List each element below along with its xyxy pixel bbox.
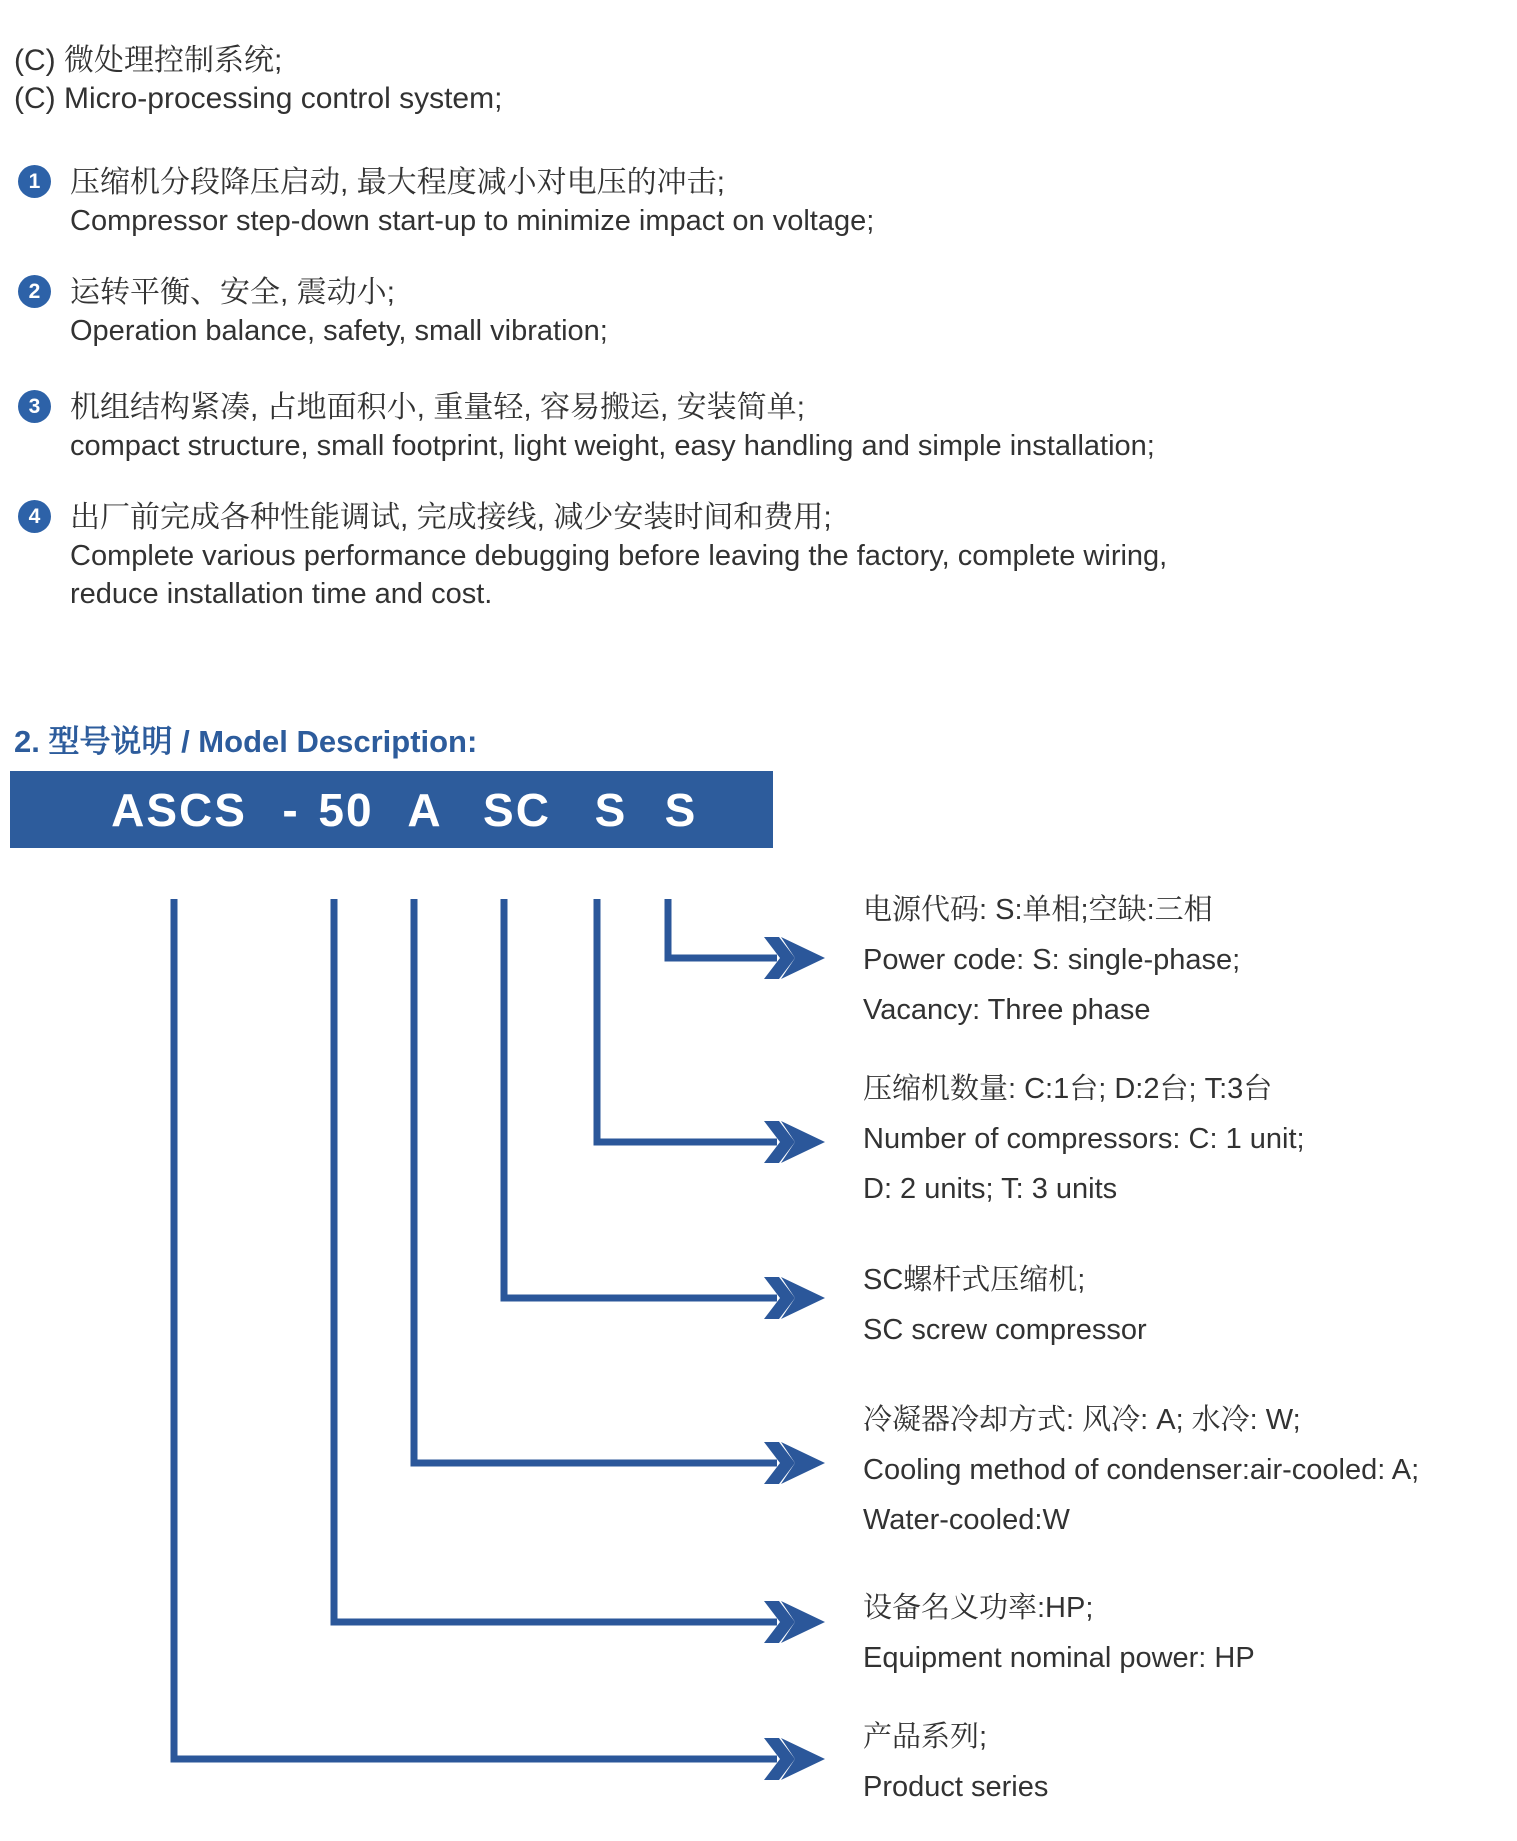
connector-line — [334, 899, 777, 1622]
connector-line — [668, 899, 777, 958]
model-code-segment: 50 — [318, 783, 374, 836]
model-description-line: SC screw compressor — [863, 1314, 1147, 1346]
model-description-block — [863, 1583, 1255, 1683]
model-code-segment: SC — [483, 783, 551, 836]
feature-number-badge: 4 — [18, 500, 51, 533]
model-code-segment: A — [407, 783, 443, 836]
model-description-line: Equipment nominal power: HP — [863, 1642, 1255, 1674]
model-description-line: 压缩机数量: C:1台; D:2台; T:3台 — [863, 1073, 1273, 1105]
header-line-zh: (C) 微处理控制系统; — [14, 44, 283, 77]
feature-text-zh: 机组结构紧凑, 占地面积小, 重量轻, 容易搬运, 安装简单; — [70, 391, 806, 424]
model-description-line: Product series — [863, 1771, 1049, 1803]
model-description-block — [863, 885, 1240, 1035]
feature-text-en: reduce installation time and cost. — [70, 578, 493, 610]
section-heading: 2. 型号说明 / Model Description: — [14, 724, 478, 759]
connector-line — [597, 899, 777, 1142]
model-description-block — [863, 1712, 1048, 1812]
connector-line — [174, 899, 777, 1759]
feature-text-zh: 出厂前完成各种性能调试, 完成接线, 减少安装时间和费用; — [70, 501, 832, 534]
feature-text-en: Operation balance, safety, small vibration; — [70, 315, 608, 347]
feature-text-en: compact structure, small footprint, light weight, easy handling and simple installation; — [70, 430, 1155, 462]
feature-text-zh: 压缩机分段降压启动, 最大程度减小对电压的冲击; — [70, 166, 726, 199]
model-description-block — [863, 1395, 1419, 1545]
model-code-segment: ASCS — [111, 783, 247, 836]
feature-text-zh: 运转平衡、安全, 震动小; — [70, 276, 396, 309]
model-description-line: D: 2 units; T: 3 units — [863, 1173, 1118, 1205]
model-description-block — [863, 1255, 1147, 1355]
model-description-line: Vacancy: Three phase — [863, 994, 1151, 1026]
feature-number-badge: 2 — [18, 275, 51, 308]
model-description-line: Number of compressors: C: 1 unit; — [863, 1123, 1305, 1155]
feature-text-en: Compressor step-down start-up to minimize impact on voltage; — [70, 205, 875, 237]
feature-text-en: Complete various performance debugging before leaving the factory, complete wiring, — [70, 540, 1168, 572]
model-description-block — [863, 1064, 1305, 1214]
model-description-line: SC螺杆式压缩机; — [863, 1264, 1086, 1296]
model-description-line: 冷凝器冷却方式: 风冷: A; 水冷: W; — [863, 1404, 1301, 1436]
model-code-segment: - — [282, 783, 300, 836]
model-description-line: Power code: S: single-phase; — [863, 944, 1241, 976]
feature-number-badge: 1 — [18, 165, 51, 198]
feature-number-badge: 3 — [18, 390, 51, 423]
model-description-line: Water-cooled:W — [863, 1504, 1070, 1536]
model-description-line: Cooling method of condenser:air-cooled: A; — [863, 1454, 1420, 1486]
model-description-line: 电源代码: S:单相;空缺:三相 — [863, 894, 1213, 926]
header-line-en: (C) Micro-processing control system; — [14, 82, 503, 115]
model-code-segment: S — [594, 783, 628, 836]
model-code-segment: S — [664, 783, 698, 836]
model-description-line: 产品系列; — [863, 1721, 988, 1753]
model-description-line: 设备名义功率:HP; — [863, 1592, 1094, 1624]
